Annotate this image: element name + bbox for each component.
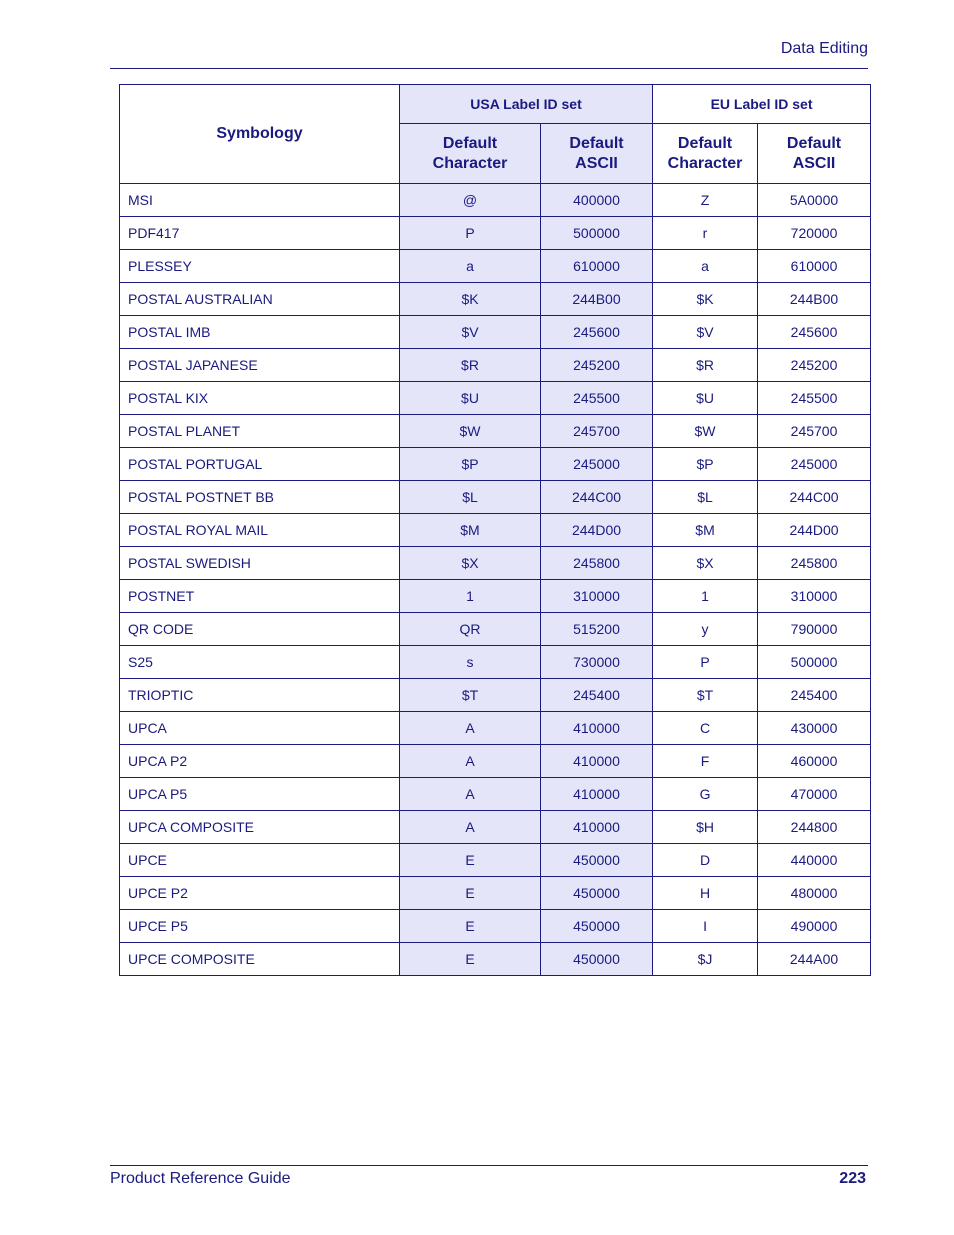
- table-row: [120, 580, 871, 613]
- eu-default-character-cell: a: [653, 250, 758, 283]
- eu-default-character-cell: $U: [653, 382, 758, 415]
- usa-default-character-cell: $P: [400, 448, 541, 481]
- symbology-cell: UPCE P5: [120, 910, 400, 943]
- usa-default-ascii-cell: 410000: [541, 712, 653, 745]
- usa-default-ascii-cell: 245700: [541, 415, 653, 448]
- header-text: Default Character: [432, 134, 508, 172]
- label-id-table: [119, 84, 871, 976]
- usa-default-character-cell: 1: [400, 580, 541, 613]
- eu-default-ascii-cell: 720000: [758, 217, 871, 250]
- table-row: [120, 910, 871, 943]
- eu-default-ascii-cell: 310000: [758, 580, 871, 613]
- eu-default-ascii-cell: 245400: [758, 679, 871, 712]
- eu-default-ascii-header: [758, 124, 871, 184]
- symbology-cell: UPCE: [120, 844, 400, 877]
- header-text: Default Character: [667, 134, 743, 172]
- eu-default-ascii-cell: 244D00: [758, 514, 871, 547]
- usa-default-character-cell: A: [400, 778, 541, 811]
- usa-default-character-cell: $U: [400, 382, 541, 415]
- usa-default-ascii-cell: 245500: [541, 382, 653, 415]
- eu-default-character-cell: r: [653, 217, 758, 250]
- symbology-cell: MSI: [120, 184, 400, 217]
- header-text: Default ASCII: [569, 134, 624, 172]
- usa-default-character-cell: E: [400, 910, 541, 943]
- usa-default-ascii-cell: 410000: [541, 745, 653, 778]
- eu-default-ascii-cell: 245200: [758, 349, 871, 382]
- eu-default-character-cell: $P: [653, 448, 758, 481]
- symbology-cell: UPCA P2: [120, 745, 400, 778]
- symbology-cell: POSTAL KIX: [120, 382, 400, 415]
- eu-default-ascii-cell: 5A0000: [758, 184, 871, 217]
- usa-default-character-header: [400, 124, 541, 184]
- eu-default-ascii-cell: 610000: [758, 250, 871, 283]
- eu-default-character-cell: D: [653, 844, 758, 877]
- usa-default-character-cell: E: [400, 877, 541, 910]
- symbology-cell: POSTAL PORTUGAL: [120, 448, 400, 481]
- eu-default-ascii-cell: 244B00: [758, 283, 871, 316]
- eu-default-character-cell: F: [653, 745, 758, 778]
- table-row: [120, 217, 871, 250]
- eu-default-character-cell: $W: [653, 415, 758, 448]
- usa-default-character-cell: @: [400, 184, 541, 217]
- usa-default-character-cell: E: [400, 844, 541, 877]
- eu-default-ascii-cell: 500000: [758, 646, 871, 679]
- table-row: [120, 547, 871, 580]
- table-row: [120, 382, 871, 415]
- table-row: [120, 943, 871, 976]
- usa-default-ascii-cell: 730000: [541, 646, 653, 679]
- eu-default-character-cell: y: [653, 613, 758, 646]
- usa-default-character-cell: $V: [400, 316, 541, 349]
- usa-default-ascii-cell: 245200: [541, 349, 653, 382]
- eu-default-character-cell: Z: [653, 184, 758, 217]
- symbology-cell: POSTAL AUSTRALIAN: [120, 283, 400, 316]
- eu-default-character-cell: C: [653, 712, 758, 745]
- table-row: [120, 481, 871, 514]
- table-row: [120, 745, 871, 778]
- eu-default-ascii-cell: 245500: [758, 382, 871, 415]
- usa-default-ascii-cell: 450000: [541, 844, 653, 877]
- eu-default-character-cell: $V: [653, 316, 758, 349]
- table-row: [120, 613, 871, 646]
- eu-default-character-header: [653, 124, 758, 184]
- usa-default-ascii-cell: 244D00: [541, 514, 653, 547]
- header-rule: [110, 68, 868, 69]
- table-row: [120, 811, 871, 844]
- eu-default-ascii-cell: 490000: [758, 910, 871, 943]
- usa-default-character-cell: A: [400, 745, 541, 778]
- symbology-cell: POSTAL IMB: [120, 316, 400, 349]
- usa-default-character-cell: $K: [400, 283, 541, 316]
- eu-default-character-cell: P: [653, 646, 758, 679]
- usa-default-ascii-cell: 410000: [541, 811, 653, 844]
- usa-default-ascii-cell: 245400: [541, 679, 653, 712]
- usa-default-character-cell: $T: [400, 679, 541, 712]
- usa-default-character-cell: a: [400, 250, 541, 283]
- table-body: [120, 184, 871, 976]
- eu-group-header: EU Label ID set: [653, 85, 871, 124]
- eu-default-ascii-cell: 470000: [758, 778, 871, 811]
- eu-default-character-cell: $X: [653, 547, 758, 580]
- symbology-cell: POSTAL ROYAL MAIL: [120, 514, 400, 547]
- usa-default-ascii-cell: 450000: [541, 910, 653, 943]
- usa-default-ascii-cell: 410000: [541, 778, 653, 811]
- usa-default-ascii-cell: 245800: [541, 547, 653, 580]
- eu-default-character-cell: G: [653, 778, 758, 811]
- page-number: 223: [839, 1170, 866, 1187]
- eu-default-character-cell: 1: [653, 580, 758, 613]
- usa-default-ascii-cell: 245600: [541, 316, 653, 349]
- symbology-cell: POSTAL PLANET: [120, 415, 400, 448]
- eu-default-ascii-cell: 245600: [758, 316, 871, 349]
- eu-default-character-cell: $T: [653, 679, 758, 712]
- usa-default-character-cell: $W: [400, 415, 541, 448]
- usa-default-ascii-cell: 450000: [541, 943, 653, 976]
- usa-default-character-cell: E: [400, 943, 541, 976]
- table-row: [120, 712, 871, 745]
- table-row: [120, 844, 871, 877]
- footer-guide-title: Product Reference Guide: [110, 1170, 291, 1187]
- symbology-cell: UPCA P5: [120, 778, 400, 811]
- usa-default-character-cell: $L: [400, 481, 541, 514]
- symbology-cell: PDF417: [120, 217, 400, 250]
- usa-default-ascii-cell: 244C00: [541, 481, 653, 514]
- usa-default-character-cell: P: [400, 217, 541, 250]
- eu-default-character-cell: $H: [653, 811, 758, 844]
- table-row: [120, 778, 871, 811]
- eu-default-ascii-cell: 244800: [758, 811, 871, 844]
- usa-default-ascii-header: [541, 124, 653, 184]
- eu-default-ascii-cell: 245800: [758, 547, 871, 580]
- symbology-cell: POSTAL JAPANESE: [120, 349, 400, 382]
- eu-default-ascii-cell: 480000: [758, 877, 871, 910]
- eu-default-character-cell: $J: [653, 943, 758, 976]
- usa-default-ascii-cell: 450000: [541, 877, 653, 910]
- eu-default-ascii-cell: 244C00: [758, 481, 871, 514]
- usa-default-character-cell: $X: [400, 547, 541, 580]
- usa-default-ascii-cell: 500000: [541, 217, 653, 250]
- table-row: [120, 415, 871, 448]
- usa-default-ascii-cell: 515200: [541, 613, 653, 646]
- usa-default-character-cell: $R: [400, 349, 541, 382]
- table-row: [120, 250, 871, 283]
- eu-default-character-cell: H: [653, 877, 758, 910]
- symbology-cell: UPCA COMPOSITE: [120, 811, 400, 844]
- header-text: Default ASCII: [786, 134, 842, 172]
- usa-default-ascii-cell: 244B00: [541, 283, 653, 316]
- eu-default-ascii-cell: 430000: [758, 712, 871, 745]
- usa-group-header: USA Label ID set: [400, 85, 653, 124]
- symbology-cell: S25: [120, 646, 400, 679]
- table-row: [120, 184, 871, 217]
- usa-default-character-cell: A: [400, 712, 541, 745]
- table-row: [120, 448, 871, 481]
- table-row: [120, 283, 871, 316]
- eu-default-character-cell: $K: [653, 283, 758, 316]
- eu-default-ascii-cell: 245000: [758, 448, 871, 481]
- eu-default-character-cell: $R: [653, 349, 758, 382]
- eu-default-character-cell: $L: [653, 481, 758, 514]
- symbology-cell: TRIOPTIC: [120, 679, 400, 712]
- usa-default-ascii-cell: 310000: [541, 580, 653, 613]
- symbology-cell: PLESSEY: [120, 250, 400, 283]
- usa-default-character-cell: QR: [400, 613, 541, 646]
- eu-default-ascii-cell: 440000: [758, 844, 871, 877]
- eu-default-character-cell: $M: [653, 514, 758, 547]
- page-header-title: Data Editing: [780, 40, 868, 57]
- usa-default-character-cell: s: [400, 646, 541, 679]
- usa-default-ascii-cell: 610000: [541, 250, 653, 283]
- table-row: [120, 349, 871, 382]
- table-row: [120, 514, 871, 547]
- usa-default-ascii-cell: 245000: [541, 448, 653, 481]
- eu-default-ascii-cell: 244A00: [758, 943, 871, 976]
- usa-default-character-cell: A: [400, 811, 541, 844]
- eu-default-ascii-cell: 460000: [758, 745, 871, 778]
- eu-default-character-cell: I: [653, 910, 758, 943]
- symbology-cell: QR CODE: [120, 613, 400, 646]
- footer-rule: [110, 1165, 868, 1166]
- table-row: [120, 646, 871, 679]
- usa-default-ascii-cell: 400000: [541, 184, 653, 217]
- table-row: [120, 316, 871, 349]
- eu-default-ascii-cell: 245700: [758, 415, 871, 448]
- symbology-cell: UPCE COMPOSITE: [120, 943, 400, 976]
- symbology-cell: UPCE P2: [120, 877, 400, 910]
- symbology-cell: UPCA: [120, 712, 400, 745]
- symbology-header: Symbology: [120, 85, 400, 184]
- table-row: [120, 679, 871, 712]
- usa-default-character-cell: $M: [400, 514, 541, 547]
- symbology-cell: POSTAL SWEDISH: [120, 547, 400, 580]
- symbology-cell: POSTNET: [120, 580, 400, 613]
- symbology-cell: POSTAL POSTNET BB: [120, 481, 400, 514]
- eu-default-ascii-cell: 790000: [758, 613, 871, 646]
- table-row: [120, 877, 871, 910]
